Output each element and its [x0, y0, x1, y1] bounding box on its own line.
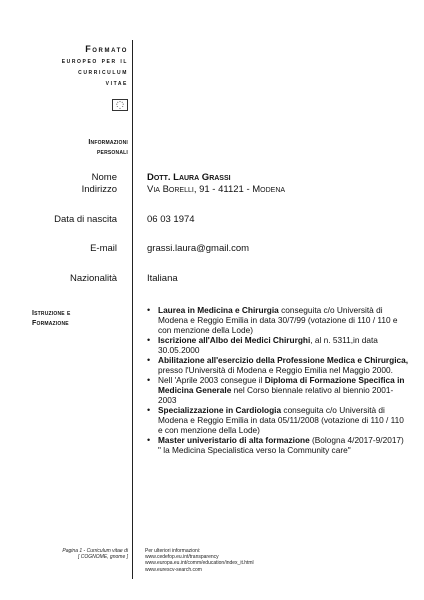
bullet-icon: • [147, 305, 151, 315]
item-bold: Abilitazione all'esercizio della Professione Medica e Chirurgica, [158, 355, 409, 366]
footer-link-3[interactable]: www.eurescv-search.com [145, 566, 202, 573]
item-bold: Diploma di Formazione Specifica in Medicina Generale [158, 375, 405, 396]
header-line-2: europeo per il [61, 56, 128, 65]
item-bold: Master univeristario di alta formazione [158, 435, 310, 446]
item-text: nel Corso biennale relativo al biennio 2001- 2003 [158, 385, 394, 406]
item-text: , al n. 5311,in data 30.05.2000 [158, 335, 378, 355]
name-label: Nome [91, 172, 117, 183]
dob-label: Data di nascita [54, 214, 117, 225]
footer-page-label: Pagina 1 - Curriculum vitae di [62, 548, 128, 554]
email-value[interactable]: grassi.laura@gmail.com [147, 243, 250, 254]
footer-info-label: Per ulteriori informazioni: [145, 548, 201, 554]
footer-left [62, 548, 128, 560]
item-prefix: Nell 'Aprile 2003 consegue il [158, 375, 265, 386]
footer-right [145, 548, 254, 573]
item-text: conseguita c/o Università di Modena e Reggio Emilia in data 05/11/2008 (votazione di 110 / 110 e con menzione della Lode) [158, 405, 404, 436]
list-item [147, 306, 409, 336]
document-header [62, 44, 128, 88]
header-line-4: vitae [105, 78, 128, 87]
list-item [147, 436, 409, 456]
footer-link-1[interactable]: www.cedefop.eu.int/transparency [145, 554, 219, 561]
dob-value: 06 03 1974 [147, 214, 195, 225]
item-text: presso l'Università di Modena e Reggio Emilia nel Maggio 2000. [158, 365, 393, 376]
item-bold: Iscrizione all'Albo dei Medici Chirurghi [158, 335, 311, 346]
footer-link-2[interactable]: www.europa.eu.int/comm/education/index_it.html [145, 560, 254, 567]
email-label: E-mail [90, 243, 117, 254]
section-title-line-2: Formazione [32, 320, 69, 327]
personal-info-section-title [88, 138, 128, 158]
item-bold: Laurea in Medicina e Chirurgia [158, 305, 279, 315]
section-title-line-1: Informazioni [88, 139, 128, 146]
section-title-line-1: Istruzione e [32, 310, 71, 317]
education-list [147, 306, 409, 456]
bullet-icon: • [147, 375, 151, 386]
header-line-3: curriculum [78, 67, 128, 76]
address-label: Indirizzo [81, 184, 117, 195]
list-item [147, 356, 409, 376]
footer-name-placeholder: [ COGNOME, gnome ] [77, 554, 128, 561]
eu-flag-icon [112, 99, 128, 111]
list-item [147, 336, 409, 356]
bullet-icon: • [147, 405, 151, 416]
vertical-divider [132, 40, 133, 550]
list-item [147, 376, 409, 406]
item-text: conseguita c/o Università di Modena e Reggio Emilia in data 30/7/99 (votazione di 110 / 110 e con menzione della Lode) [158, 305, 398, 335]
name-value: Dott. Laura Grassi [147, 172, 231, 183]
nationality-value: Italiana [147, 273, 178, 284]
address-value: Via Borelli, 91 - 41121 - Modena [147, 184, 286, 195]
education-section-title [32, 309, 71, 329]
footer-divider [132, 545, 133, 579]
header-line-1: Formato [85, 44, 128, 54]
bullet-icon: • [147, 355, 151, 366]
item-text: (Bologna 4/2017-9/2017) " la Medicina Specialistica verso la Community care" [158, 435, 404, 456]
bullet-icon: • [147, 435, 151, 446]
bullet-icon: • [147, 335, 151, 346]
item-bold: Specializzazione in Cardiologia [158, 405, 282, 416]
section-title-line-2: personali [97, 149, 128, 156]
nationality-label: Nazionalità [70, 273, 117, 284]
list-item [147, 406, 409, 436]
